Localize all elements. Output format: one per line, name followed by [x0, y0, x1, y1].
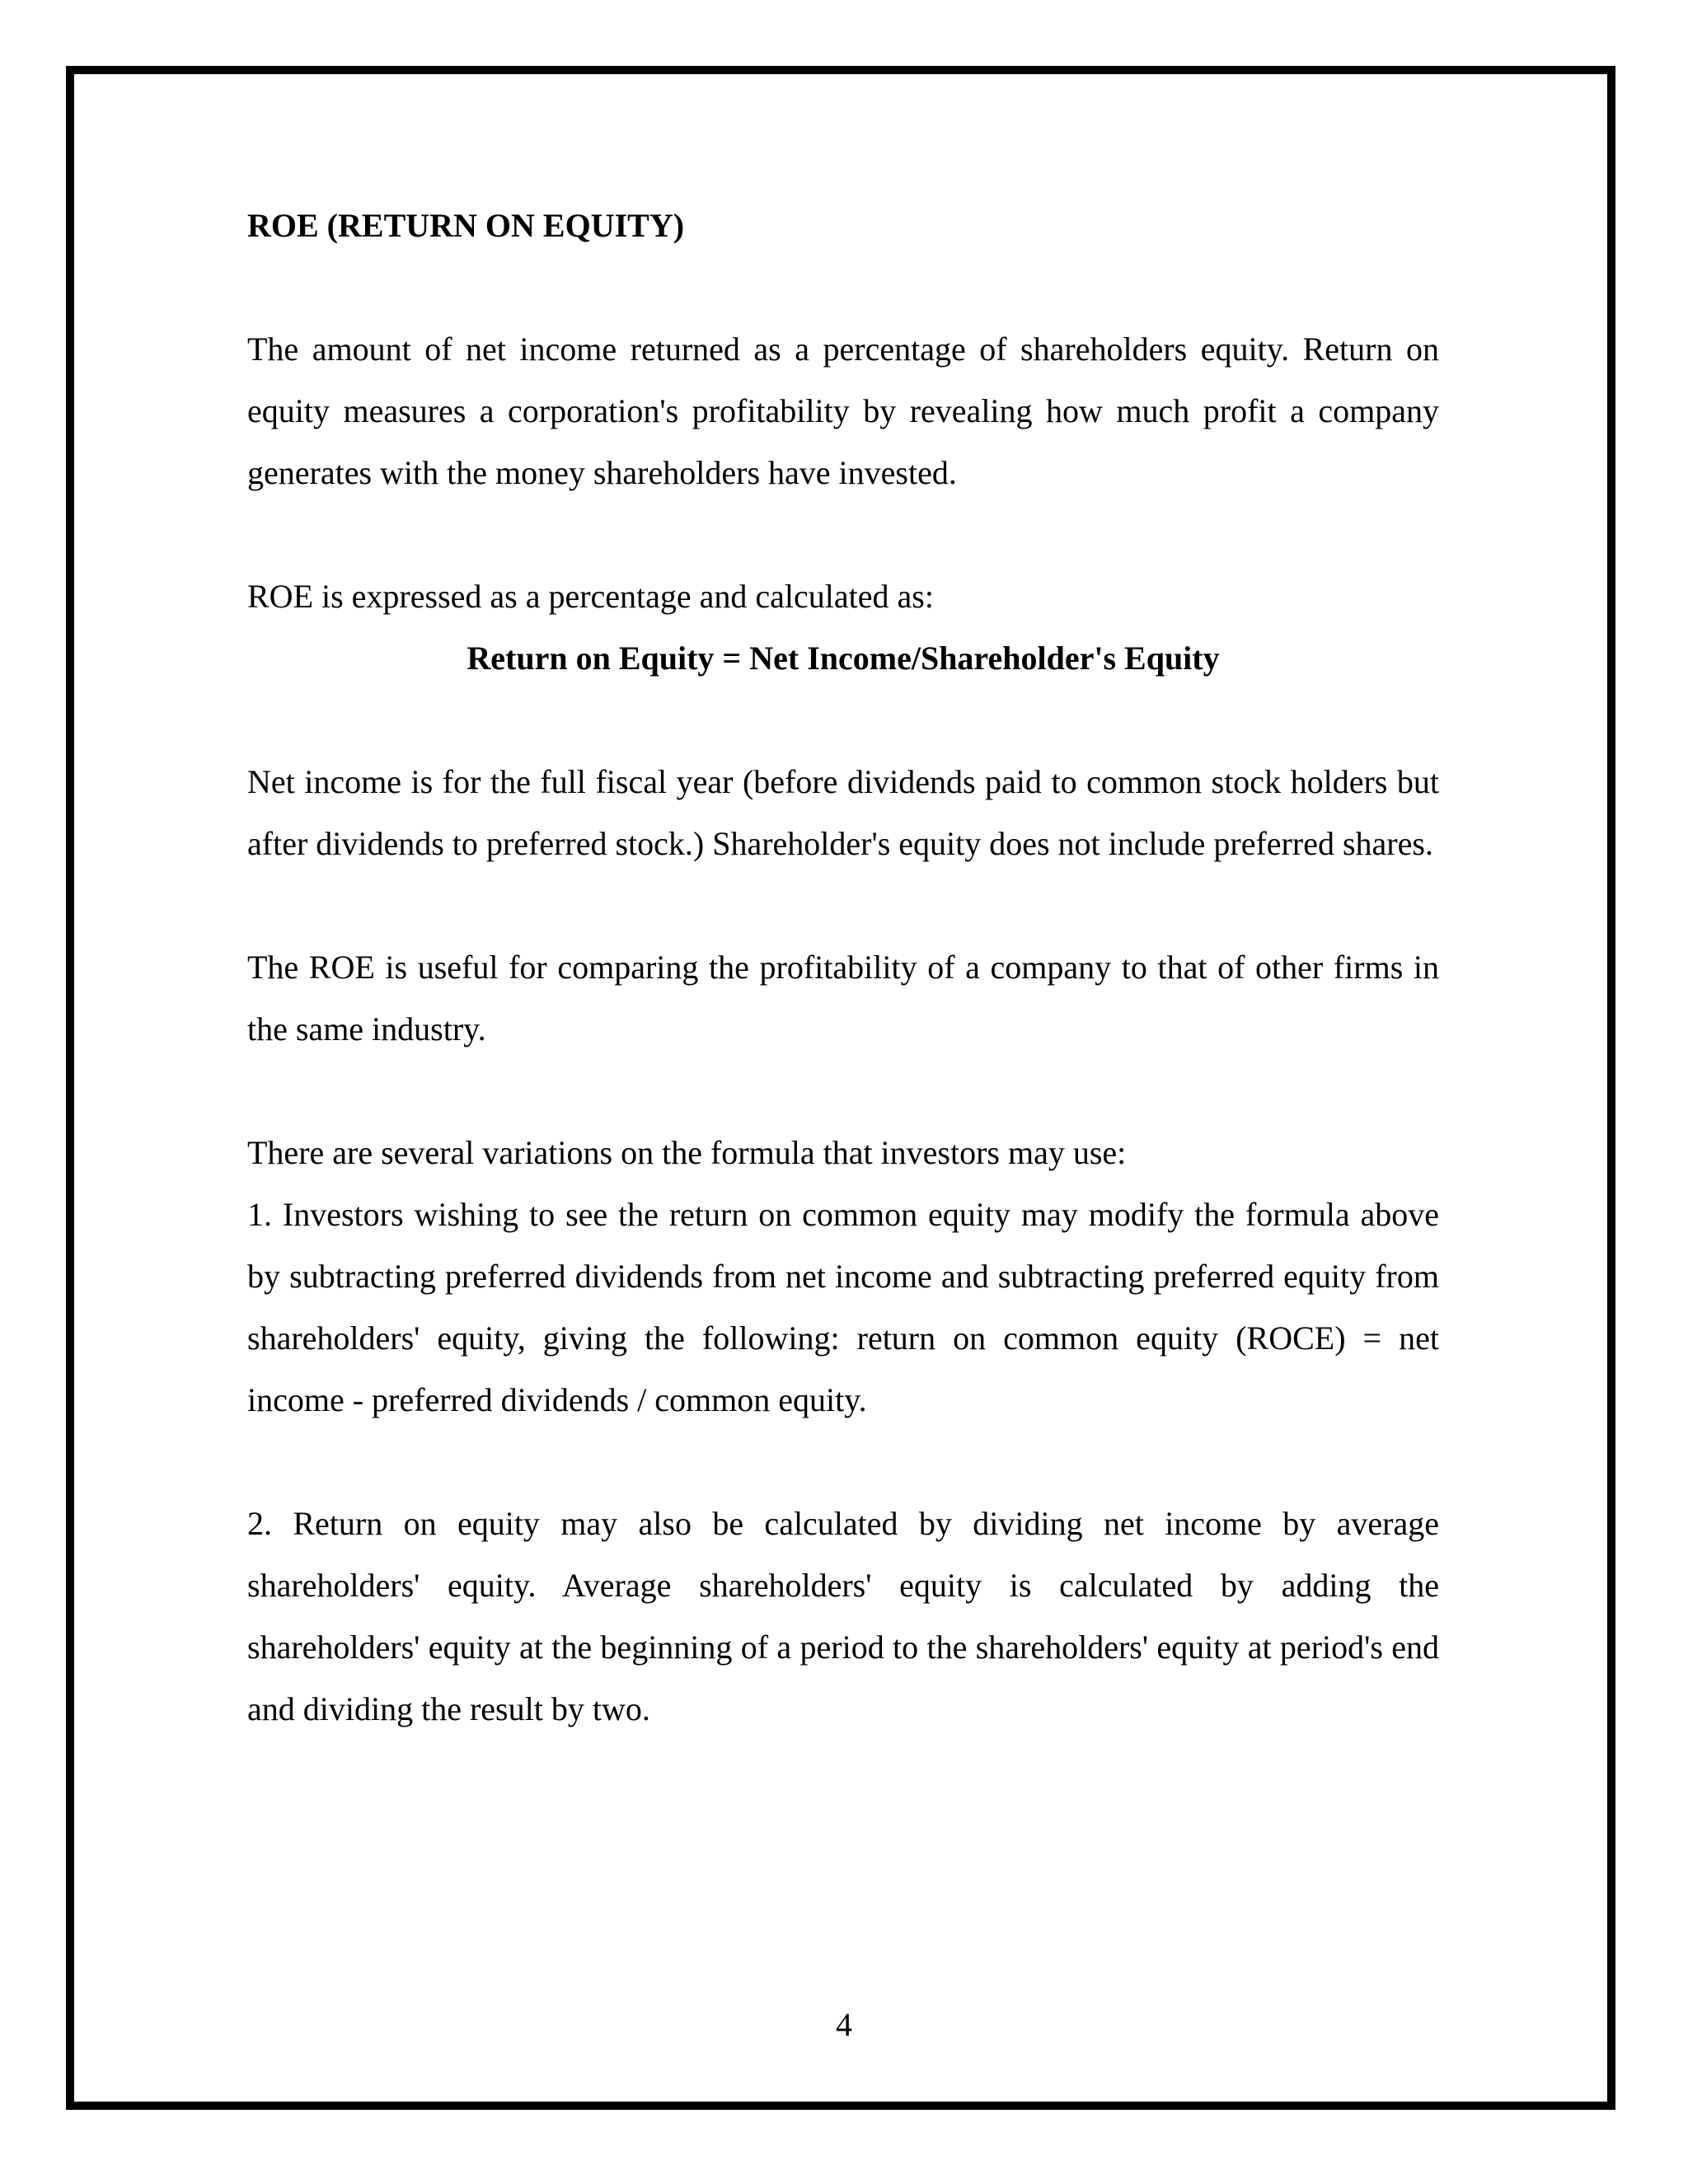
paragraph-definition: The amount of net income returned as a percentage of shareholders equity. Return on equity measures a corporation's profitability by revealing how much profit a company generates with the money shareholders have invested.	[247, 330, 1439, 491]
paragraph-net-income: Net income is for the full fiscal year (before dividends paid to common stock holders but after dividends to preferred stock.) Shareholder's equity does not include preferred shares.	[247, 763, 1439, 862]
spacer	[247, 689, 1439, 751]
spacer	[247, 504, 1439, 565]
paragraph-calculation-intro: ROE is expressed as a percentage and calculated as:	[247, 578, 934, 615]
page-number: 4	[836, 2006, 852, 2043]
paragraph-variations-intro: There are several variations on the formula that investors may use:	[247, 1134, 1127, 1171]
paragraph-usefulness: The ROE is useful for comparing the profitability of a company to that of other firms in the same industry.	[247, 949, 1439, 1047]
spacer	[247, 874, 1439, 936]
list-item-average-equity: 2. Return on equity may also be calculated by dividing net income by average shareholders' equity. Average shareholders' equity is calculated by adding the shareholders' equity at the beginning of a period to the shareholders' equity at period's end and dividing the result by two.	[247, 1505, 1439, 1727]
spacer	[247, 1060, 1439, 1122]
section-heading: ROE (RETURN ON EQUITY)	[247, 207, 685, 244]
document-body	[247, 194, 1439, 1740]
roe-formula: Return on Equity = Net Income/Shareholder's Equity	[467, 640, 1220, 677]
spacer	[247, 1431, 1439, 1493]
list-item-roce: 1. Investors wishing to see the return on common equity may modify the formula above by subtracting preferred dividends from net income and subtracting preferred equity from shareholders' equity, giving the following: return on common equity (ROCE) = net income - preferred dividends / common equity.	[247, 1196, 1439, 1418]
spacer	[247, 256, 1439, 318]
